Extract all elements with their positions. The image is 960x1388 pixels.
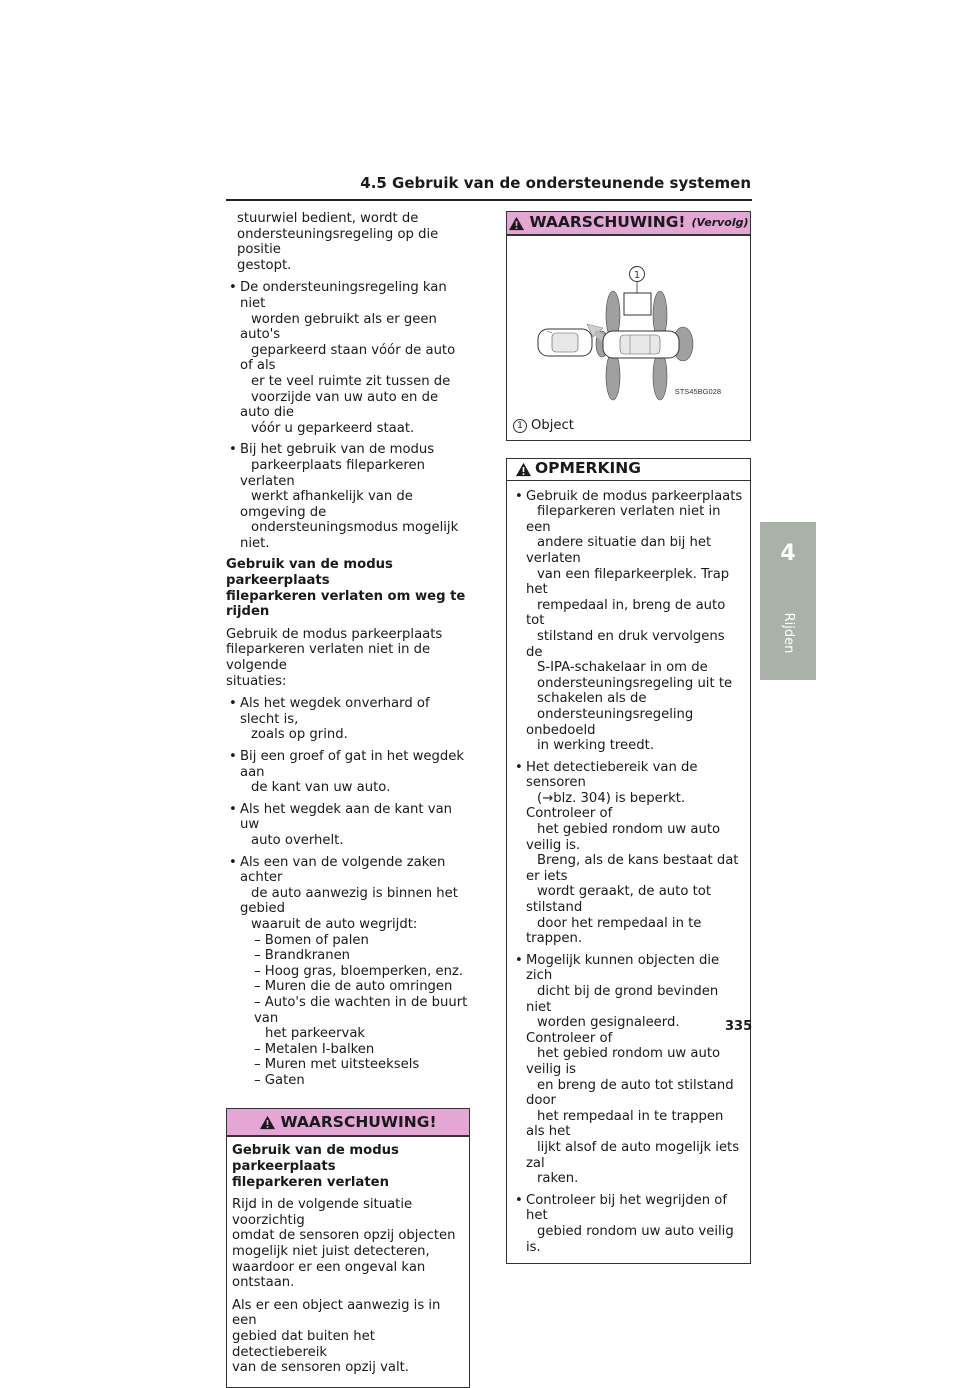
section-header: 4.5 Gebruik van de ondersteunende systemen xyxy=(360,174,751,192)
note-title: OPMERKING xyxy=(535,459,641,478)
note-body xyxy=(507,481,753,1264)
continued-tag: (Vervolg) xyxy=(691,216,749,230)
list-item: • Bij een groef of gat in het wegdek aan de kant van uw auto. xyxy=(226,749,470,796)
list-item: • Als het wegdek onverhard of slecht is, zoals op grind. xyxy=(226,696,470,743)
list-item: – Muren die de auto omringen xyxy=(254,979,453,995)
situations-list xyxy=(226,696,470,1088)
right-column xyxy=(506,211,751,1264)
list-item: – Metalen I-balken xyxy=(254,1041,375,1057)
warning-triangle-icon xyxy=(508,216,525,231)
intro-continued: stuurwiel bedient, wordt de ondersteuningsregeling op die positie gestopt. xyxy=(237,211,439,273)
list-item: • Als een van de volgende zaken achter de auto aanwezig is binnen het gebied waaruit de auto wegrijdt: – Bomen of palen – Brandkranen – Hoog gras, bloemperken, enz. – Muren die de auto omringen – Auto's die wachten in de buurt van het parkeervak – Metalen I-balken – Muren met uitsteeksels – Gaten xyxy=(226,855,470,1089)
caption-text: Object xyxy=(531,418,574,433)
list-item: • Gebruik de modus parkeerplaats fileparkeren verlaten niet in een andere situatie dan bij het verlaten van een fileparkeerplek. Trap het rempedaal in, breng de auto tot stilstand en druk vervolgens de S-IPA-schakelaar in om de ondersteuningsregeling uit te schakelen als de ondersteuningsregeling onbedoeld in werking treedt. xyxy=(512,489,745,754)
parked-car xyxy=(538,329,592,356)
caption-number: 1 xyxy=(513,419,527,433)
warning-triangle-icon xyxy=(515,462,532,477)
warning-triangle-icon xyxy=(259,1115,276,1130)
warning-body xyxy=(227,1137,469,1386)
warning-paragraph: Als er een object aanwezig is in een gebied dat buiten het detectiebereik van de sensoren opzij valt. xyxy=(232,1297,441,1376)
warning-continued-header xyxy=(507,212,750,236)
chapter-tab[interactable]: 4 xyxy=(760,522,816,586)
note-box xyxy=(506,458,751,1265)
diagram-code: STS45BG028 xyxy=(674,387,721,396)
parking-diagram xyxy=(507,236,750,418)
header-rule xyxy=(226,199,752,201)
warning-paragraph: Rijd in de volgende situatie voorzichtig omdat de sensoren opzij objecten mogelijk niet juist detecteren, waardoor er een ongeval kan ontstaan. xyxy=(232,1197,456,1291)
callout-number: 1 xyxy=(633,270,641,281)
top-bullet-list xyxy=(226,280,470,551)
note-bullet-list xyxy=(512,489,745,1256)
list-item: – Brandkranen xyxy=(254,948,351,964)
subheading: Gebruik van de modus parkeerplaats fileparkeren verlaten om weg te rijden xyxy=(226,557,466,620)
object-box xyxy=(624,293,651,315)
list-item: – Gaten xyxy=(254,1072,305,1088)
objects-list xyxy=(240,933,470,1089)
list-item: • Als het wegdek aan de kant van uw auto overhelt. xyxy=(226,802,470,849)
note-header xyxy=(507,459,750,481)
warning-header xyxy=(227,1109,469,1137)
warning-continued-box xyxy=(506,211,751,441)
left-column xyxy=(226,211,470,1388)
warning-subheading: Gebruik van de modus parkeerplaats fileparkeren verlaten xyxy=(232,1143,399,1190)
subheading-paragraph: Gebruik de modus parkeerplaats fileparkeren verlaten niet in de volgende situaties: xyxy=(226,626,443,689)
list-item: • Het detectiebereik van de sensoren (→blz. 304) is beperkt. Controleer of het gebied rondom uw auto veilig is. Breng, als de kans bestaat dat er iets wordt geraakt, de auto tot stilstand door het rempedaal in te trappen. xyxy=(512,760,745,947)
chapter-name: Rijden xyxy=(760,586,816,680)
list-item: – Auto's die wachten in de buurt van het parkeervak xyxy=(254,994,468,1042)
sensor-zone-rear-right xyxy=(653,352,667,400)
list-item: – Hoog gras, bloemperken, enz. xyxy=(254,963,464,979)
list-item: • Controleer bij het wegrijden of het gebied rondom uw auto veilig is. xyxy=(512,1193,745,1255)
list-item: • Mogelijk kunnen objecten die zich dicht bij de grond bevinden niet worden gesignaleerd. Controleer of het gebied rondom uw auto veilig is en breng de auto tot stilstand door het rempedaal in te trappen als het lijkt alsof de auto mogelijk iets zal raken. xyxy=(512,953,745,1187)
list-item: – Muren met uitsteeksels xyxy=(254,1057,420,1073)
list-item: • De ondersteuningsregeling kan niet worden gebruikt als er geen auto's geparkeerd staan vóór de auto of als er te veel ruimte zit tussen de voorzijde van uw auto en de auto die vóór u geparkeerd staat. xyxy=(226,280,470,436)
warning-title: WAARSCHUWING! xyxy=(529,213,686,232)
warning-box xyxy=(226,1108,470,1387)
warning-title: WAARSCHUWING! xyxy=(280,1112,437,1131)
list-item: • Bij het gebruik van de modus parkeerplaats fileparkeren verlaten werkt afhankelijk van de omgeving de ondersteuningsmodus mogelijk niet. xyxy=(226,442,470,551)
page-number: 335 xyxy=(725,1019,753,1034)
diagram-caption xyxy=(507,418,750,440)
sensor-zone-rear-left xyxy=(606,352,620,400)
own-car xyxy=(603,331,679,358)
list-item: – Bomen of palen xyxy=(254,932,369,948)
parking-diagram-illustration xyxy=(507,236,750,418)
